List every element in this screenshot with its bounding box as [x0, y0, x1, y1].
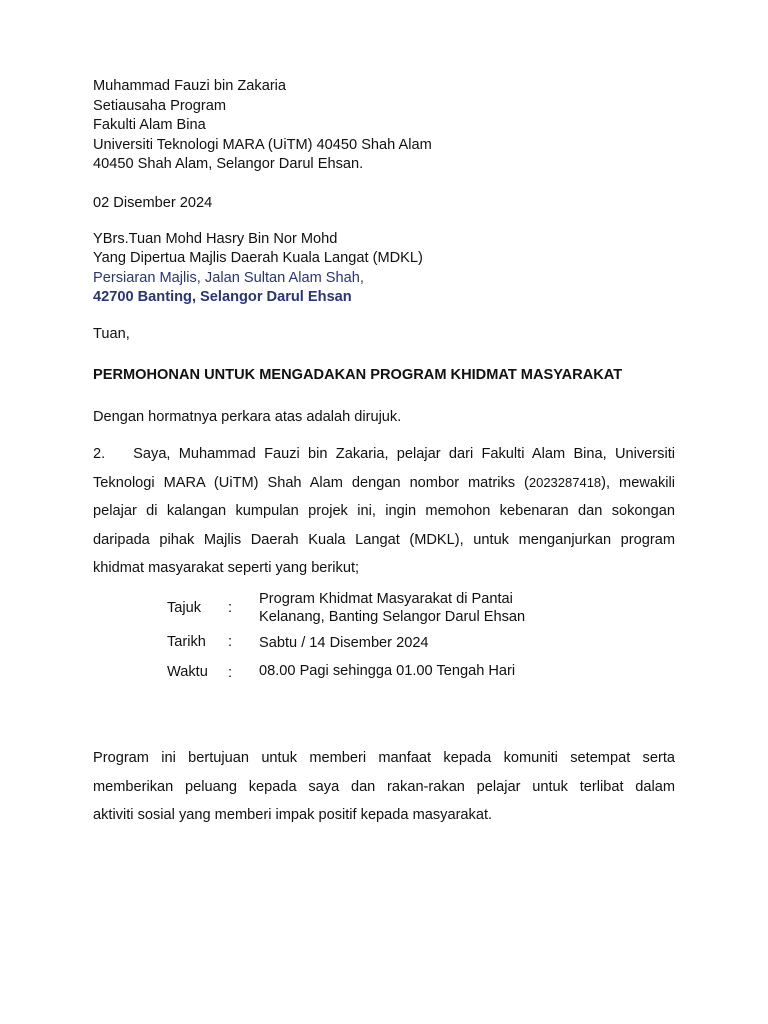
detail-label: Waktu — [167, 664, 208, 680]
paragraph-purpose-line2: memberikan peluang kepada saya dan rakan-rakan pelajar untuk terlibat dalam — [93, 778, 675, 795]
detail-colon: : — [228, 600, 233, 616]
detail-row-waktu — [93, 662, 675, 684]
paragraph-request-line2 — [93, 469, 675, 498]
detail-value-line1: Program Khidmat Masyarakat di Pantai — [259, 591, 513, 607]
detail-row-tajuk — [93, 590, 675, 630]
detail-value-line2: Kelanang, Banting Selangor Darul Ehsan — [259, 609, 526, 625]
paragraph-number: 2. — [93, 446, 106, 462]
paragraph-request — [93, 440, 675, 583]
sender-city: 40450 Shah Alam, Selangor Darul Ehsan. — [93, 156, 364, 172]
detail-value: 08.00 Pagi sehingga 01.00 Tengah Hari — [259, 663, 516, 679]
paragraph-request-line1 — [93, 440, 675, 469]
detail-row-tarikh — [93, 634, 675, 654]
recipient-address-line1: Persiaran Majlis, Jalan Sultan Alam Shah, — [93, 270, 364, 286]
detail-label: Tajuk — [167, 600, 202, 616]
paragraph-request-text2b: ), mewakili — [601, 474, 675, 491]
paragraph-intro: Dengan hormatnya perkara atas adalah dirujuk. — [93, 409, 402, 425]
sender-faculty: Fakulti Alam Bina — [93, 117, 206, 133]
paragraph-request-text2a: Teknologi MARA (UiTM) Shah Alam dengan nombor matriks ( — [93, 474, 529, 491]
detail-colon: : — [228, 665, 233, 681]
matric-number: 2023287418 — [528, 474, 602, 490]
sender-university: Universiti Teknologi MARA (UiTM) 40450 Shah Alam — [93, 137, 432, 153]
sender-position: Setiausaha Program — [93, 98, 227, 114]
paragraph-purpose-line1: Program ini bertujuan untuk memberi manfaat kepada komuniti setempat serta — [93, 750, 675, 766]
detail-label: Tarikh — [167, 634, 206, 650]
paragraph-request-line4: daripada pihak Majlis Daerah Kuala Langat (MDKL), untuk menganjurkan program — [93, 531, 675, 548]
detail-colon: : — [228, 634, 233, 650]
detail-value: Sabtu / 14 Disember 2024 — [259, 635, 429, 651]
recipient-title: Yang Dipertua Majlis Daerah Kuala Langat (MDKL) — [93, 250, 423, 266]
salutation: Tuan, — [93, 326, 130, 342]
paragraph-purpose-line3: aktiviti sosial yang memberi impak positif kepada masyarakat. — [93, 807, 493, 823]
paragraph-request-line5: khidmat masyarakat seperti yang berikut; — [93, 560, 360, 576]
paragraph-purpose — [93, 744, 675, 830]
detail-value — [259, 590, 525, 626]
sender-name: Muhammad Fauzi bin Zakaria — [93, 78, 287, 94]
letter-date: 02 Disember 2024 — [93, 195, 213, 211]
paragraph-request-line3: pelajar di kalangan kumpulan projek ini, ingin memohon kebenaran dan sokongan — [93, 503, 675, 519]
recipient-name: YBrs.Tuan Mohd Hasry Bin Nor Mohd — [93, 231, 338, 247]
letter-subject: PERMOHONAN UNTUK MENGADAKAN PROGRAM KHIDMAT MASYARAKAT — [93, 367, 623, 383]
paragraph-request-text1: Saya, Muhammad Fauzi bin Zakaria, pelajar dari Fakulti Alam Bina, Universiti — [133, 446, 675, 462]
recipient-address-line2: 42700 Banting, Selangor Darul Ehsan — [93, 289, 352, 305]
